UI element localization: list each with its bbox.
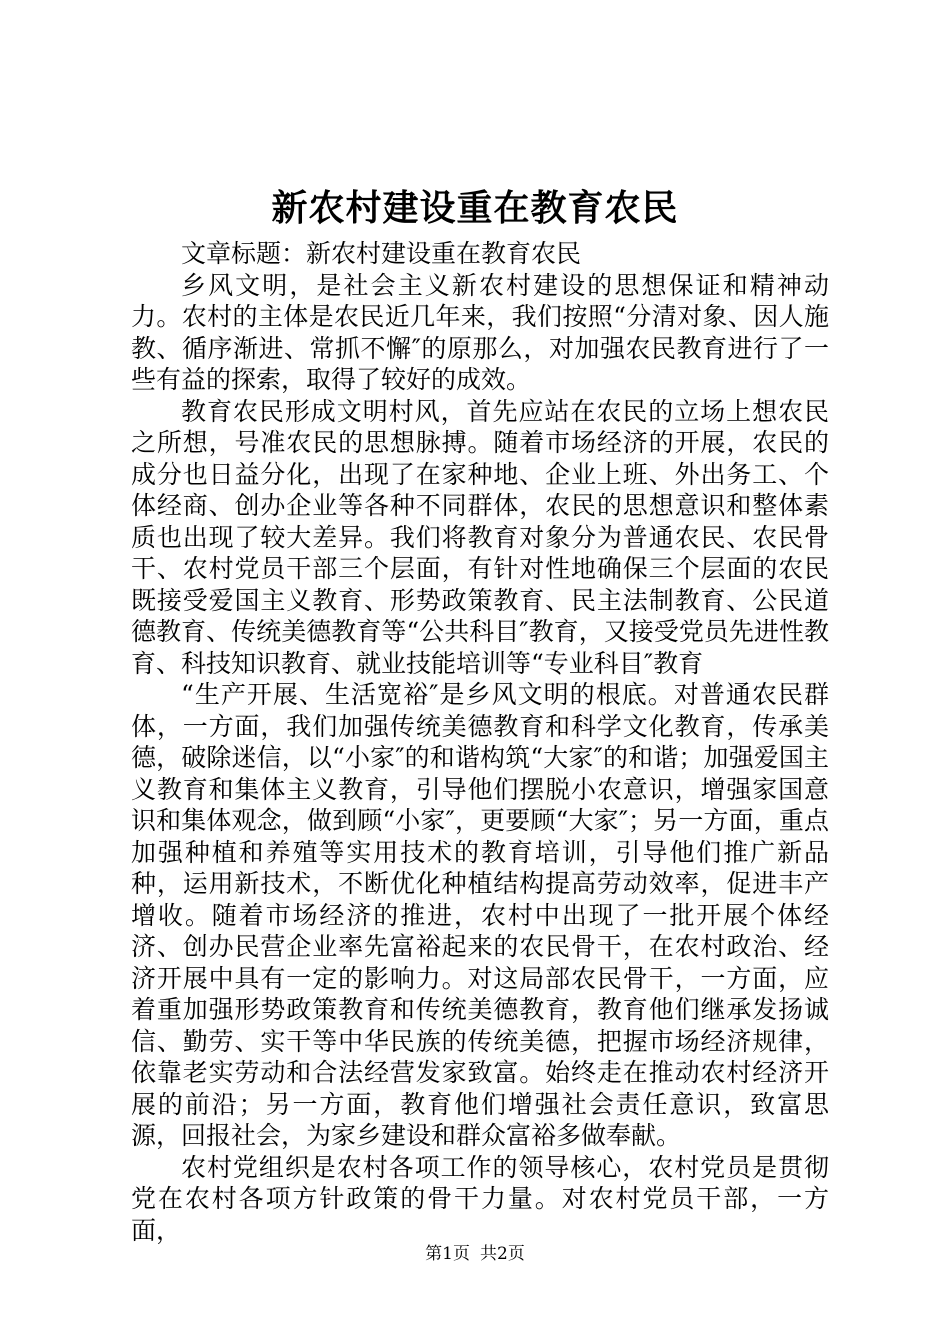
- paragraph: “生产开展、生活宽裕″是乡风文明的根底。对普通农民群体，一方面，我们加强传统美德教育和科学文化教育，传承美德，破除迷信，以“小家″的和谐构筑“大家″的和谐；加强爱国主义教育和集体主义教育，引导他们摆脱小农意识，增强家国意识和集体观念，做到顾“小家″，更要顾“大家″；另一方面，重点加强种植和养殖等实用技术的教育培训，引导他们推广新品种，运用新技术，不断优化种植结构提高劳动效率，促进丰产增收。随着市场经济的推进，农村中出现了一批开展个体经济、创办民营企业率先富裕起来的农民骨干，在农村政治、经济开展中具有一定的影响力。对这局部农民骨干，一方面，应着重加强形势政策教育和传统美德教育，教育他们继承发扬诚信、勤劳、实干等中华民族的传统美德，把握市场经济规律，依靠老实劳动和合法经营发家致富。始终走在推动农村经济开展的前沿；另一方面，教育他们增强社会责任意识，致富思源，回报社会，为家乡建设和群众富裕多做奉献。: [131, 680, 829, 1150]
- page-total: 共2页: [480, 1244, 525, 1264]
- paragraph-article-title: 文章标题：新农村建设重在教育农民: [181, 239, 582, 268]
- page-number: 第1页: [425, 1244, 470, 1264]
- paragraph: 农村党组织是农村各项工作的领导核心，农村党员是贯彻党在农村各项方针政策的骨干力量。对农村党员干部，一方面，: [131, 1152, 829, 1245]
- paragraph: 教育农民形成文明村风，首先应站在农民的立场上想农民之所想，号准农民的思想脉搏。随着市场经济的开展，农民的成分也日益分化，出现了在家种地、企业上班、外出务工、个体经商、创办企业等各种不同群体，农民的思想意识和整体素质也出现了较大差异。我们将教育对象分为普通农民、农民骨干、农村党员干部三个层面，有针对性地确保三个层面的农民既接受爱国主义教育、形势政策教育、民主法制教育、公民道德教育、传统美德教育等“公共科目″教育，又接受党员先进性教育、科技知识教育、就业技能培训等“专业科目″教育: [131, 396, 829, 678]
- page-footer: [0, 1243, 950, 1265]
- document-body: [131, 238, 829, 1246]
- document-title: 新农村建设重在教育农民: [271, 187, 679, 229]
- paragraph: 乡风文明，是社会主义新农村建设的思想保证和精神动力。农村的主体是农民近几年来，我们按照“分清对象、因人施教、循序渐进、常抓不懈″的原那么，对加强农民教育进行了一些有益的探索，取得了较好的成效。: [131, 270, 829, 394]
